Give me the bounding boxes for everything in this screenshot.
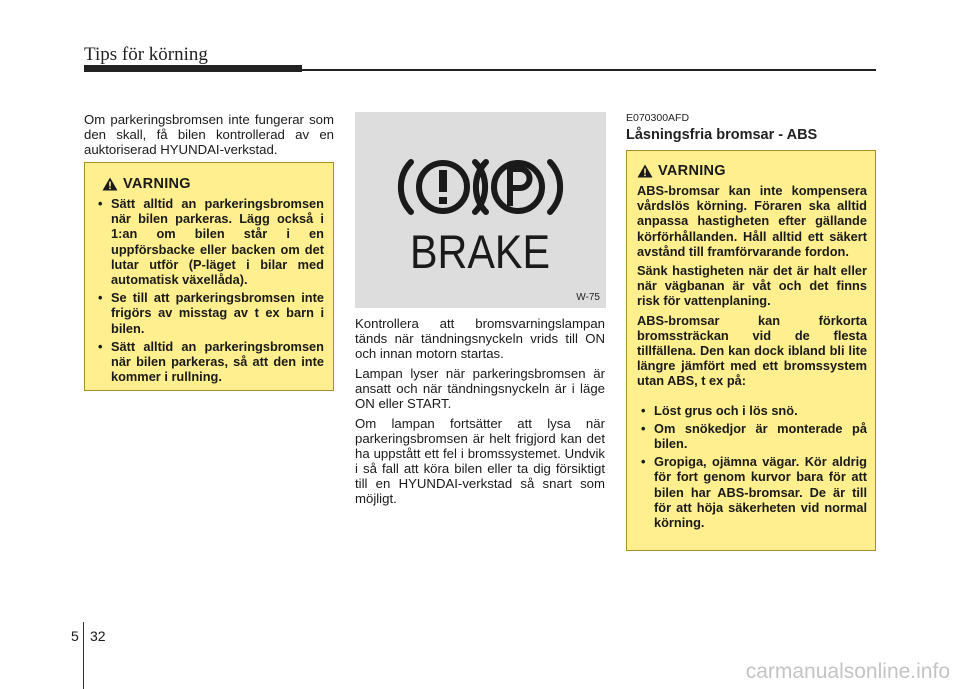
brake-label: BRAKE <box>410 225 550 278</box>
footer-divider <box>83 622 84 689</box>
warning-list <box>637 403 867 531</box>
warning-list <box>94 196 324 384</box>
warning-box-abs <box>626 150 876 551</box>
warning-header <box>94 176 324 192</box>
warning-header <box>637 163 867 179</box>
brake-lamp-icon <box>355 112 606 308</box>
page-header-title: Tips för körning <box>84 44 208 65</box>
page-number: 32 <box>90 628 106 644</box>
body-paragraph: Kontrollera att bromsvarningslampan tänds när tändningsnyckeln vrids till ON och innan motorn startas. <box>355 316 605 361</box>
section-code: E070300AFD <box>626 112 690 124</box>
column-left <box>84 112 334 162</box>
warning-paragraph: ABS-bromsar kan inte kompensera vårdslös körning. Föraren ska alltid anpassa hastigheten efter gällande körförhållanden. Håll alltid ett säkert avstånd till framförvarande fordon. <box>637 183 867 259</box>
intro-paragraph: Om parkeringsbromsen inte fungerar som den skall, få bilen kontrollerad av en auktoriserad HYUNDAI-verkstad. <box>84 112 334 157</box>
warning-item: • Sätt alltid an parkeringsbromsen när bilen parkeras, så att den inte kommer i rullning. <box>94 339 324 385</box>
warning-item: • Om snökedjor är monterade på bilen. <box>637 421 867 451</box>
warning-title: VARNING <box>123 176 191 192</box>
figure-code: W-75 <box>576 292 600 303</box>
body-paragraph: Om lampan fortsätter att lysa när parkeringsbromsen är helt frigjord kan det ha uppstått ett fel i bromssystemet. Undvik i så fall att köra bilen eller ta dig försiktigt till en HYUNDAI-verkstad så snart som möjligt. <box>355 416 605 506</box>
warning-item: • Löst grus och i lös snö. <box>637 403 867 418</box>
column-middle <box>355 316 605 511</box>
header-rule-thick <box>84 65 302 72</box>
warning-title: VARNING <box>658 163 726 179</box>
body-paragraph: Lampan lyser när parkeringsbromsen är ansatt och när tändningsnyckeln är i läge ON eller START. <box>355 366 605 411</box>
brake-warning-lamp-figure <box>355 112 606 308</box>
warning-item: • Se till att parkeringsbromsen inte frigörs av misstag av t ex barn i bilen. <box>94 290 324 336</box>
warning-item: • Gropiga, ojämna vägar. Kör aldrig för fort genom kurvor bara för att bilen har ABS-bromsar. De är till för att höja säkerheten vid normal körning. <box>637 454 867 530</box>
watermark-text: carmanualsonline.info <box>745 660 950 683</box>
warning-paragraph: ABS-bromsar kan förkorta bromssträckan vid de flesta tillfällena. Den kan dock ibland bli lite längre jämfört med ett bromssystem utan ABS, t ex på: <box>637 312 867 389</box>
chapter-number: 5 <box>71 628 79 644</box>
warning-paragraph: Sänk hastigheten när det är halt eller när vägbanan är våt och det finns risk för vattenplaning. <box>637 263 867 309</box>
warning-triangle-icon <box>102 177 118 191</box>
warning-item: • Sätt alltid an parkeringsbromsen när bilen parkeras. Lägg också i 1:an om bilen står i en uppförsbacke eller backen om det lutar utför (P-läget i bilar med automatisk växellåda). <box>94 196 324 287</box>
warning-box-parking-brake <box>84 162 334 391</box>
warning-triangle-icon <box>637 164 653 178</box>
section-title: Låsningsfria bromsar - ABS <box>626 127 818 143</box>
header-rule-thin <box>302 69 876 71</box>
